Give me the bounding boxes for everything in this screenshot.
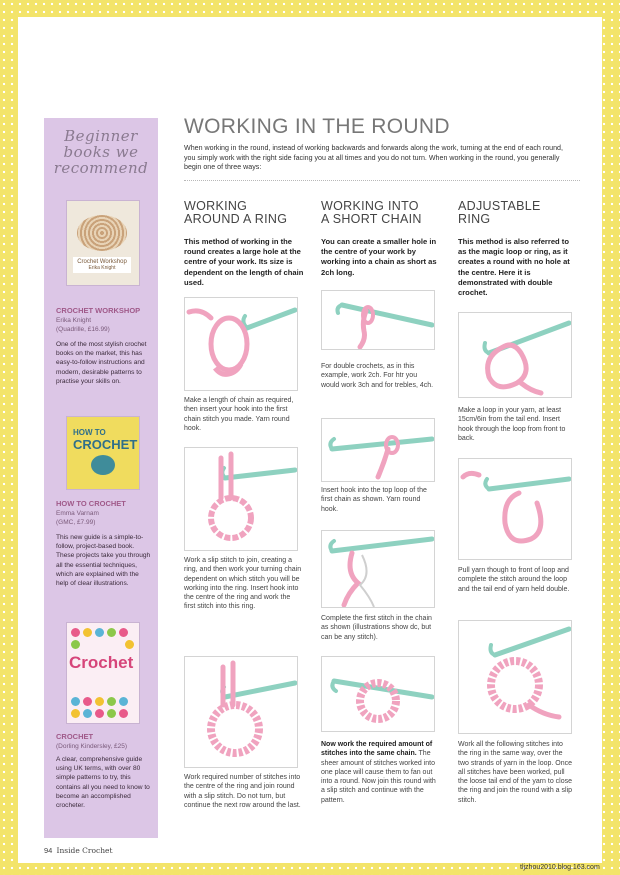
flower-motif — [83, 709, 92, 718]
article-intro: When working in the round, instead of working backwards and forwards along the work, turning at the end of each round, you simply work with the right side facing you at all times and you do not turn. When working in the round, you generally begin one of three ways: — [184, 144, 563, 171]
column-title — [458, 200, 541, 226]
book-description: This new guide is a simple-to-follow, project-based book. These projects take you through all the essential techniques, which are explained with the help of clear illustrations. — [56, 534, 151, 588]
watermark: tljzhou2010.blog.163.com — [520, 864, 600, 871]
flower-motif — [125, 640, 134, 649]
yarn-bowl-image — [77, 215, 127, 251]
column-subtitle: This method is also referred to as the magic loop or ring, as it creates a round with no hole at the centre. Here it is demonstrated with double crochet. — [458, 237, 570, 298]
illustration-first-stitch — [321, 530, 435, 608]
book-cover-how-to-crochet — [66, 416, 140, 490]
cover-title-line: CROCHET — [73, 437, 138, 452]
flower-motif — [107, 628, 116, 637]
page-footer — [44, 846, 113, 855]
step-text: Complete the first stitch in the chain as shown (illustrations show dc, but can be any stitch). — [321, 615, 432, 641]
book-description: A clear, comprehensive guide using UK terms, with over 80 simple patterns to try, this contains all you need to know to become an accomplished crocheter. — [56, 756, 150, 810]
column-title-line: WORKING INTO — [321, 199, 419, 213]
cover-title-line: HOW TO — [73, 428, 106, 437]
step-text: Work required number of stitches into the centre of the ring and join round with a slip stitch. Do not turn, but continue the next row around the last. — [184, 774, 301, 809]
step-lead-text: Now work the required amount of stitches into the same chain. — [321, 741, 433, 758]
book-name: CROCHET — [56, 732, 94, 741]
book-publisher: (Quadrille, £16.99) — [56, 326, 110, 333]
sidebar-title-line: Beginner — [64, 127, 138, 145]
step-text: Insert hook into the top loop of the first chain as shown. Yarn round hook. — [321, 487, 427, 513]
flower-motif — [95, 628, 104, 637]
illustration-stitches-in-ring — [184, 656, 298, 768]
step-text: Pull yarn though to front of loop and complete the stitch around the loop and the tail end of yarn held double. — [458, 567, 570, 593]
flower-motif — [71, 709, 80, 718]
cover-title-text: Crochet Workshop — [77, 259, 127, 265]
flower-motif — [71, 628, 80, 637]
article-title: WORKING IN THE ROUND — [184, 115, 450, 138]
flower-motif — [71, 697, 80, 706]
illustration-chain-ring — [184, 297, 298, 391]
flower-motif — [119, 697, 128, 706]
illustration-insert-hook-chain — [321, 418, 435, 482]
illustration-pull-through-loop — [458, 458, 572, 560]
section-divider — [184, 180, 580, 181]
book-description: One of the most stylish crochet books on the market, this has easy-to-follow instructions and modern, desirable patterns to practise your skills on. — [56, 341, 147, 385]
flower-motif — [119, 628, 128, 637]
flower-motif — [83, 697, 92, 706]
book-name: CROCHET WORKSHOP — [56, 306, 141, 315]
step-text: Make a loop in your yarn, at least 15cm/6in from the tail end. Insert hook through the loop from front to back. — [458, 407, 566, 442]
book-cover-title — [73, 427, 137, 451]
yarn-ball-image — [91, 455, 115, 475]
flower-motif — [95, 709, 104, 718]
column-title-line: AROUND A RING — [184, 212, 288, 226]
book-cover-title: Crochet — [69, 653, 134, 672]
step-text — [321, 740, 437, 805]
book-cover-crochet-workshop — [66, 200, 140, 286]
step-text: For double crochets, as in this example, work 2ch. For htr you would work 3ch and for trebles, 4ch. — [321, 363, 434, 389]
column-title — [321, 200, 422, 226]
illustration-short-chain — [321, 290, 435, 350]
recommended-books-sidebar — [44, 118, 158, 838]
book-cover-title — [73, 257, 131, 273]
flower-motif — [119, 709, 128, 718]
cover-author-text: Erika Knight — [88, 265, 116, 271]
column-title — [184, 200, 287, 226]
book-publisher: (GMC, £7.99) — [56, 519, 96, 526]
flower-motif — [107, 697, 116, 706]
column-title-line: ADJUSTABLE — [458, 199, 541, 213]
column-title-line: A SHORT CHAIN — [321, 212, 422, 226]
sidebar-title — [44, 128, 158, 176]
step-text: Work all the following stitches into the ring in the same way, over the two strands of yarn in the loop. Once all stitches have been worked, pull the loose tail end of the yarn to close the ring and join the round with a slip stitch. — [458, 741, 573, 804]
flower-motif — [95, 697, 104, 706]
flower-motif — [71, 640, 80, 649]
column-subtitle: This method of working in the round creates a large hole at the centre of your work. Its size is dependent on the length of chain used. — [184, 237, 304, 287]
sidebar-title-line: books we — [63, 143, 139, 161]
column-subtitle: You can create a smaller hole in the centre of your work by working into a chain as short as 2ch long. — [321, 237, 437, 277]
column-title-line: WORKING — [184, 199, 248, 213]
book-author: Emma Varnam — [56, 510, 99, 517]
illustration-magic-loop — [458, 312, 572, 398]
sidebar-title-line: recommend — [53, 159, 149, 177]
column-title-line: RING — [458, 212, 491, 226]
step-text: Work a slip stitch to join, creating a ring, and then work your turning chain dependent on which stitch you will be working into the ring. Insert hook into the centre of the ring and work the first stitch into this ring. — [184, 557, 302, 611]
illustration-close-ring — [458, 620, 572, 734]
illustration-slip-stitch-ring — [184, 447, 298, 551]
page-number: 94 — [44, 846, 53, 855]
illustration-stitches-into-chain — [321, 656, 435, 732]
book-name: HOW TO CROCHET — [56, 499, 126, 508]
book-author: (Dorling Kindersley, £25) — [56, 743, 128, 750]
step-text: Make a length of chain as required, then insert your hook into the first chain stitch you made. Yarn round hook. — [184, 397, 294, 432]
book-author: Erika Knight — [56, 317, 92, 324]
book-cover-crochet — [66, 622, 140, 724]
step-rest-text: The sheer amount of stitches worked into one place will cause them to fan out into a round. Now join this round with a slip stitch and continue with the pattern. — [321, 750, 436, 804]
flower-motif — [83, 628, 92, 637]
flower-motif — [107, 709, 116, 718]
magazine-name: Inside Crochet — [56, 846, 113, 855]
